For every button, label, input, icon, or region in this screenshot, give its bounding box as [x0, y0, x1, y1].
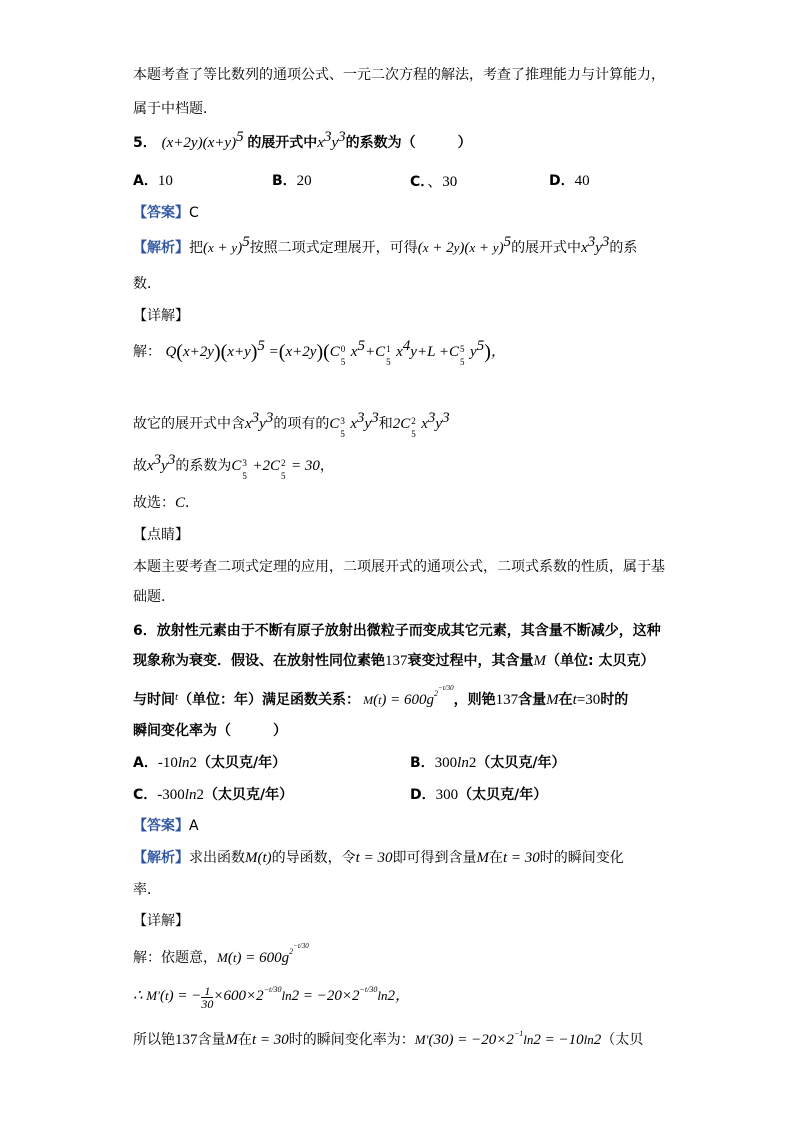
q6-answer: 【答案】A	[133, 818, 199, 834]
q6-stem-line-4: 瞬间变化率为（ ）	[133, 723, 287, 739]
q5-stem-text-1: 的展开式中	[247, 135, 318, 151]
q6-last-line: 所以铯137含量M在t = 30时的瞬间变化率为：$M'(30) = -20\times 2^{-1}\ln 2 = -10\ln 2$（太贝	[133, 1029, 644, 1048]
q6-stem-line-3: 与时间$^t$（单位：年）满足函数关系： $M(t) = 600g^{2^{-t/30}}$，则铯137含量M在t=30时的	[133, 684, 629, 708]
q5-solution-equation: 解： $Q(x+2y)(x+y)^5 =(x+2y)(C$ 0 5 $x^5+C$ 1 5 $x^4y+L +C$ 5 5 $y^5$)，	[133, 338, 506, 367]
q5-choose: 故选：C．	[133, 495, 200, 511]
q5-number: 5．	[133, 135, 157, 151]
q5-expression: $(x+2y)(x+y)^5$	[161, 129, 244, 151]
q5-option-a: A．10	[133, 173, 173, 189]
intro-line-1: 本题考查了等比数列的通项公式、一元二次方程的解法，考查了推理能力与计算能力，	[133, 67, 665, 83]
q6-option-d: D．300（太贝克/年）	[410, 787, 548, 803]
q5-answer: 【答案】C	[133, 205, 199, 221]
q6-solution-1: 解：依题意，$M(t) = 600g^{2^{-t/30}}$	[133, 942, 309, 966]
q6-analysis: 【解析】求出函数M(t)的导函数，令t = 30即可得到含量M在t = 30时的瞬间变化	[133, 850, 624, 866]
q6-option-c: C．-300ln2（太贝克/年）	[133, 787, 294, 803]
q5-analysis: 【解析】把$(x + y)^5$按照二项式定理展开，可得$(x + 2y)(x + y)^5$的展开式中$x^3y^3$的系	[133, 234, 638, 256]
q5-option-c: C．、30	[410, 174, 458, 190]
q5-comment-line-1: 本题主要考查二项式定理的应用，二项展开式的通项公式，二项式系数的性质，属于基	[133, 559, 665, 575]
q5-detail-tag: 【详解】	[133, 308, 189, 324]
q5-comment-tag: 【点睛】	[133, 527, 189, 543]
intro-line-2: 属于中档题．	[133, 101, 217, 117]
q6-stem-line-1: 6．放射性元素由于不断有原子放射出微粒子而变成其它元素，其含量不断减少，这种	[133, 623, 661, 639]
q5-terms: 故它的展开式中含$x^3y^3$的项有的C 3 5 $x^3y^3$和2C 2 5 $x^3y^3$	[133, 410, 450, 439]
q5-analysis-line-2: 数．	[133, 276, 161, 292]
q6-solution-2: ∴ M′(t) = − $\frac{1}{30}$ $\times 600\times 2^{-t/30}\ln 2 = -20\times 2^{-t/30}\ln 2$，	[133, 984, 410, 1011]
q5-stem-text-2: 的系数为（ ）	[345, 135, 472, 151]
q5-comment-line-2: 础题．	[133, 589, 175, 605]
q6-option-a: A．-10ln2（太贝克/年）	[133, 755, 287, 771]
q6-option-b: B．300ln2（太贝克/年）	[410, 755, 566, 771]
q5-coefficient: 故$x^3y^3$的系数为C 3 5 +2C 2 5 = 30，	[133, 452, 334, 481]
q6-stem-line-2: 现象称为衰变．假设、在放射性同位素铯137衰变过程中，其含量M（单位: 太贝克）	[133, 653, 655, 669]
q5-stem: 5． $(x+2y)(x+y)^5$ 的展开式中$x^3y^3$的系数为（ ）	[133, 129, 472, 151]
q5-option-d: D．40	[549, 173, 590, 189]
q5-option-b: B．20	[272, 173, 312, 189]
q6-analysis-line-2: 率．	[133, 882, 161, 898]
q6-detail-tag: 【详解】	[133, 913, 189, 929]
